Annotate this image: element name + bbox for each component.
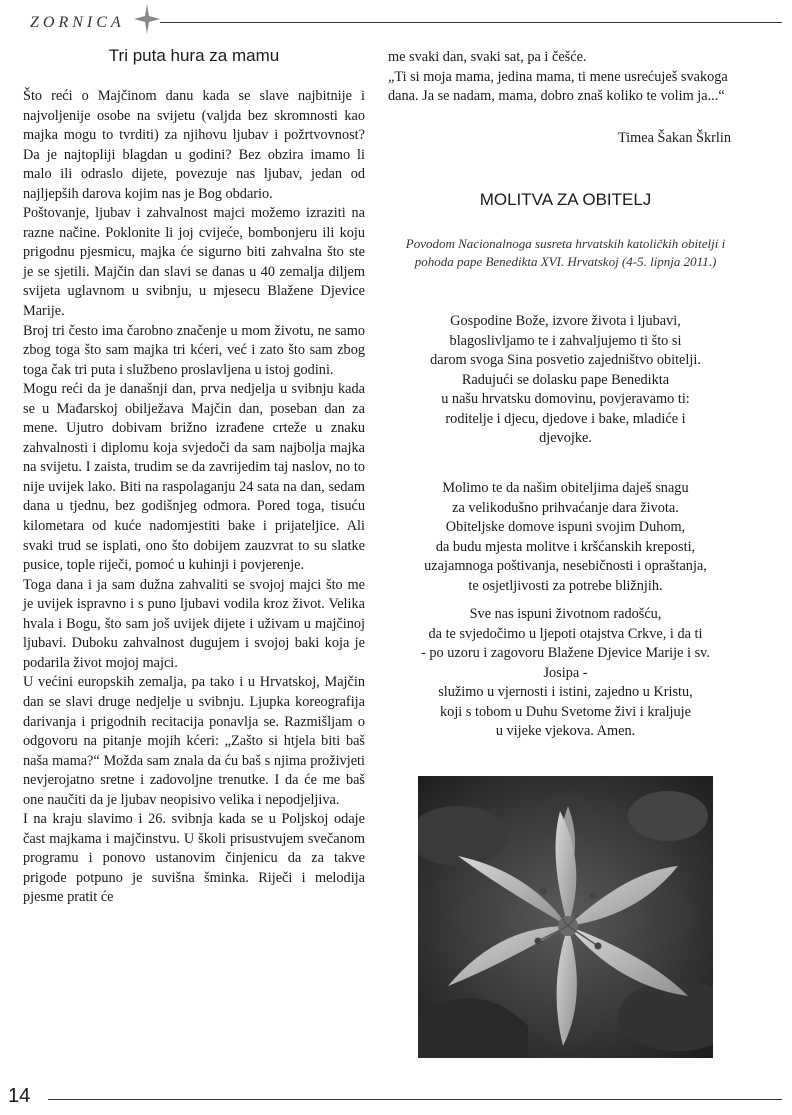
prayer-line: Obiteljske domove ispuni svojim Duhom, bbox=[445, 519, 686, 535]
prayer-stanza-3 bbox=[388, 605, 743, 742]
paragraph: I na kraju slavimo i 26. svibnja kada se u Poljskoj odaje čast majkama i majčinstvu. U školi prisustvujem svečanom programu i ponovo ustanovim činjenicu da za takve prigode potpuno je suvišna šminka. Riječi i melodija pjesme pratit će bbox=[23, 811, 365, 906]
prayer-line: da budu mjesta molitve i kršćanskih kreposti, bbox=[435, 538, 696, 555]
prayer-line: služimo u vjernosti i istini, zajedno u Kristu, bbox=[438, 684, 693, 700]
prayer-line: u vijeke vjekova. Amen. bbox=[495, 723, 636, 739]
paragraph: U većini europskih zemalja, pa tako i u Hrvatskoj, Majčin dan se slavi druge nedjelje u svibnju. Ljupka koreografija darivanja i prigodnih recitacija ponavlja se. Razmišljam o odgovoru na pitanje mojih kćeri: „Zašto si htjela biti baš naša mama?“ Možda sam znala da ću baš s njima proživjeti nevjerojatno sretne i zadovoljne trenutke. I da će me baš one naučiti da je ljubav neopisivo velika i nepodjeljiva. bbox=[23, 674, 365, 808]
prayer-line: Molimo te da našim obiteljima daješ snagu bbox=[442, 480, 689, 496]
paragraph: Poštovanje, ljubav i zahvalnost majci možemo izraziti na razne načine. Poklonite li joj cvijeće, bombonjeru ili koju prigodnu pjesmicu, majka će sigurno biti zahvalna što ste je se sjetili. Majčin dan slavi se danas u 40 zemalja diljem svijeta uglavnom u svibnju, u mjesecu Blažene Djevice Marije. bbox=[23, 205, 365, 320]
prayer-line: za velikodušno prihvaćanje dara života. bbox=[452, 499, 679, 516]
prayer-line: darom svoga Sina posvetio zajedništvo obitelji. bbox=[430, 352, 701, 368]
prayer-line: - po uzoru i zagovoru Blažene Djevice Marije i sv. bbox=[421, 645, 710, 661]
page-number: 14 bbox=[8, 1085, 31, 1107]
paragraph: Broj tri često ima čarobno značenje u mom životu, ne samo zbog toga što sam majka tri kćeri, već i zato što sam zbog toga čak tri puta i službeno proslavljena u istoj godini. bbox=[23, 322, 365, 378]
footer-rule bbox=[48, 1099, 782, 1100]
lily-illustration bbox=[418, 776, 713, 1058]
prayer-stanza-2 bbox=[388, 479, 743, 596]
header-rule bbox=[160, 22, 782, 23]
star-icon bbox=[134, 4, 160, 34]
lily-flower-photo bbox=[418, 776, 713, 1058]
poem-line: „Ti si moja mama, jedina mama, ti mene usrećuješ svakoga dana. Ja se nadam, mama, dobro znaš koliko te volim ja...“ bbox=[388, 68, 728, 104]
prayer-line: Radujući se dolasku pape Benedikta bbox=[461, 371, 670, 388]
poem-continuation bbox=[388, 48, 743, 107]
prayer-subtitle: Povodom Nacionalnoga susreta hrvatskih katoličkih obitelji i pohoda pape Benedikta XVI. Hrvatskoj (4-5. lipnja 2011.) bbox=[405, 236, 726, 269]
prayer-line: da te svjedočimo u ljepoti otajstva Crkve, i da ti bbox=[428, 625, 703, 642]
prayer-line: Sve nas ispuni životnom radošću, bbox=[469, 606, 662, 622]
poem-line: me svaki dan, svaki sat, pa i češće. bbox=[388, 49, 587, 65]
article-body bbox=[23, 87, 365, 908]
article-title: Tri puta hura za mamu bbox=[108, 46, 280, 65]
paragraph: Mogu reći da je današnji dan, prva nedjelja u svibnju kada se u Mađarskoj obilježava Majčin dan, poseban dan za mene. Ujutro dobivam brižno izrađene crteže u znaku zahvalnosti i diplomu koja svjedoči da sam najbolja majka na svijetu. I zaista, trudim se da zavrijedim taj naslov, no to nije uvijek lako. Biti na raspolaganju 24 sata na dan, sedam dana u tjednu, bez godišnjeg odmora. Pored toga, tisuću kilometara od kuće nadomjestiti bake i prijateljice. Ali svaki trud se isplati, ono što dobijem zauzvrat to su slatke pusice, tople riječi, pomoć u kuhinji i povjerenje. bbox=[23, 381, 365, 574]
paragraph: Toga dana i ja sam dužna zahvaliti se svojoj majci što me je uvijek ispravno i s puno ljubavi vodila kroz život. Velika hvala i Bogu, što sam još uvijek dijete i uživam u majčinoj ljubavi. Duboku zahvalnost dugujem i svojoj baki koja je podarila život mojoj majci. bbox=[23, 576, 365, 671]
prayer-line: koji s tobom u Duhu Svetome živi i kraljuje bbox=[440, 703, 691, 720]
author-signature: Timea Šakan Škrlin bbox=[617, 130, 731, 146]
prayer-line: u našu hrvatsku domovinu, povjeravamo ti: bbox=[441, 391, 690, 407]
prayer-line: djevojke. bbox=[539, 430, 592, 446]
prayer-line: blagoslivljamo te i zahvaljujemo ti što si bbox=[449, 332, 682, 349]
prayer-line: roditelje i djecu, djedove i bake, mladiće i bbox=[445, 410, 686, 427]
logo-text: ZORNICA bbox=[30, 14, 125, 31]
prayer-line: te osjetljivosti za potrebe bližnjih. bbox=[468, 577, 663, 594]
prayer-stanza-1 bbox=[388, 312, 743, 449]
prayer-line: Gospodine Bože, izvore života i ljubavi, bbox=[450, 313, 681, 329]
magazine-logo bbox=[30, 4, 160, 38]
paragraph: Što reći o Majčinom danu kada se slave najbitnije i najvoljenije osobe na svijetu (valjda bez skromnosti kao majka mogu to tvrditi) za njihovu ljubav i požrtvovnost? Da je najtopliji blagdan u godini? Bez obzira imamo li malo ili odraslo dijete, povezuje nas ljubav, jedan od najljepših darova kojim nas je Bog obdario. bbox=[23, 88, 365, 202]
prayer-line: Josipa - bbox=[543, 664, 588, 681]
prayer-line: uzajamnoga poštivanja, nesebičnosti i opraštanja, bbox=[424, 558, 707, 574]
prayer-title: MOLITVA ZA OBITELJ bbox=[479, 190, 652, 209]
